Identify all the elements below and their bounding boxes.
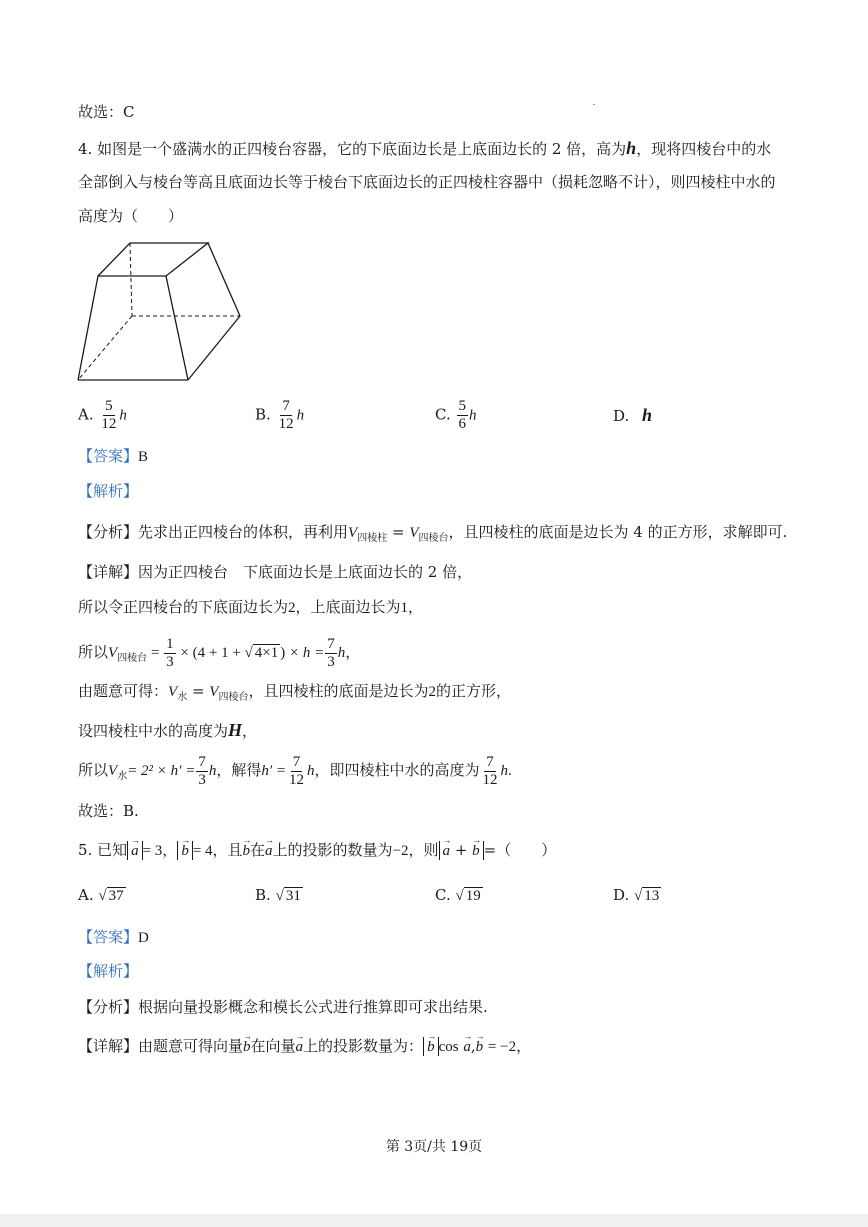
q4-xiangjie-text: 因为正四棱台 下底面边长是上底面边长的 2 倍， [138,563,473,581]
q4-final: 故选：B. [78,802,139,820]
q5-xiangjie-cos: cos [438,1039,459,1055]
q4-so-sub: 水 [117,771,128,782]
q4-option-c-fraction [457,398,469,433]
q4-so-mid: ，解得 [216,761,262,779]
q4-vol-res-den: 3 [327,653,335,670]
q4-let-end: ， [408,598,424,616]
q5-option-d-rad: 13 [644,888,660,904]
q4-option-a-var: h [119,407,127,424]
q4-xiangjie-tag: 【详解】 [78,563,139,581]
q5-option-b: B. √ 31 [255,886,301,904]
q4-option-b-letter: B. [255,405,271,424]
q4-option-c-den: 6 [458,416,466,432]
q4-stem-line2: 全部倒入与棱台等高且底面边长等于棱台下底面边长的正四棱柱容器中（损耗忽略不计），则四棱柱中水的 [78,173,776,191]
q4-so-expr: = 2² × h′ = [127,763,196,779]
q5-analysis-tag [78,961,138,981]
q3-answer-line: 故选：C [78,103,135,121]
q5-fenxi [78,997,488,1017]
q4-stem-line1 [78,138,771,159]
q5-stem-mid2: 上的投影的数量为 [272,841,393,859]
q4-option-a-den: 12 [101,416,117,432]
q5-proj-val: −2 [392,843,409,859]
q4-option-a [78,398,127,433]
q4-stem-text1-tail: ，现将四棱台中的水 [636,140,772,158]
q4-option-c-var: h [469,407,477,424]
q4-option-b-den: 12 [278,416,294,432]
frustum-hidden-vertical [130,243,132,316]
q4-eq-end: 的正方形， [435,682,511,700]
q5-stem-mid1: 在 [250,841,266,859]
q4-height-var: h [626,138,637,158]
q4-eq-value: 2 [428,684,436,700]
q5-answer [78,927,149,948]
q5-option-b-letter: B. [255,886,271,904]
q5-xiangjie: 【详解】由题意可得向量→ b在向量→ a上的投影数量为：→ b cos → a,→ b = −2， [78,1036,531,1057]
q4-fenxi-tag: 【分析】 [78,523,139,541]
q4-eq-prefix: 由题意可得： [78,682,169,700]
q5-stem-tail: ，则 [408,841,439,859]
q5-option-a-rad: 37 [108,888,124,904]
q4-let-line [78,597,423,618]
q5-fenxi-tag: 【分析】 [78,998,139,1016]
q5-stem-prefix: 5. 已知 [78,841,128,859]
q5-option-c-rad: 19 [465,888,481,904]
q4-vol-prefix: 所以 [78,643,109,661]
frustum-top-face [98,243,208,276]
q5-xiangjie-text2: 在向量 [250,1037,296,1055]
q5-option-d-letter: D. [613,886,630,904]
q4-eq-sub2: 四棱台 [218,692,249,703]
q4-option-c-num: 5 [458,398,466,414]
q4-let-text: 所以令正四棱台的下底面边长为 [78,598,289,616]
q5-a-val: = 3， [142,843,178,859]
q5-xiangjie-end: = −2， [487,1039,532,1055]
q4-option-a-num: 5 [105,398,113,414]
q4-analysis-tag [78,481,138,501]
q4-analysis-tag-text: 【解析】 [78,482,139,500]
q5-option-c-letter: C. [435,886,451,904]
q4-option-b [255,398,304,433]
q4-fenxi-text1: 先求出正四棱台的体积，再利用 [138,523,349,541]
q4-set-text: 设四棱柱中水的高度为 [78,722,229,740]
q4-option-a-letter: A. [78,405,94,424]
q4-stem-line3: 高度为（ ） [78,207,184,225]
q4-stem-text1: 4. 如图是一个盛满水的正四棱台容器，它的下底面边长是上底面边长的 2 倍，高为 [78,140,627,158]
q4-xiangjie [78,562,472,582]
q4-set-var: H [228,720,243,740]
q4-fenxi: 【分析】先求出正四棱台的体积，再利用$V_{四棱柱} = V_{四棱台}$，且四棱柱的底面是边长为 4 的正方形，求解即可. [78,523,788,544]
q4-vol-radicand: 4×1 [254,645,279,661]
q4-option-b-num: 7 [282,398,290,414]
q4-let-v2: 1 [400,600,409,616]
q4-so-tail: ，即四棱柱中水的高度为 [314,761,480,779]
q5-xiangjie-text3: 上的投影数量为： [303,1037,424,1055]
q5-xiangjie-text1: 由题意可得向量 [138,1037,244,1055]
q4-equation-line: 由题意可得：$V_水 = V_{四棱台}$，且四棱柱的底面是边长为2的正方形， [78,682,511,703]
q4-fenxi-sub2: 四棱台 [418,533,449,544]
frustum-front-face [78,276,188,380]
frustum-figure [70,236,250,386]
q5-answer-value: D [138,930,149,946]
q4-fenxi-sub1: 四棱柱 [357,533,388,544]
q4-answer-tag: 【答案】 [78,447,139,465]
frustum-right-edge [208,243,240,316]
q5-answer-tag: 【答案】 [78,928,139,946]
q4-answer-value: B [138,449,149,465]
q4-vol-sub: 四棱台 [117,653,148,664]
q4-let-v1: 2 [288,600,296,616]
q4-option-d-letter: D. [613,407,630,425]
q4-volume-line: 所以$V_{四棱台}$ = $\frac{1}{3}$ × (4 + 1 + √ 4×1 ) × h = $\frac{7}{3}$ h， [78,635,361,670]
q4-set-end: ， [242,722,258,740]
frustum-hidden-diagonal [78,316,132,380]
q5-stem-end: =（ ） [483,841,557,859]
q4-option-a-fraction [99,398,118,433]
q4-so-end: . [508,763,512,779]
q4-option-d [613,405,652,426]
q4-so-prefix: 所以 [78,761,109,779]
q4-vol-res-num: 7 [327,635,335,652]
scan-speck [593,104,595,105]
page-bottom-band [0,1214,868,1227]
q4-eq-sub1: 水 [177,692,188,703]
q4-set-line [78,720,257,741]
q4-fenxi-text2: ，且四棱柱的底面是边长为 4 的正方形，求解即可. [448,523,788,541]
q4-eq-tail: ，且四棱柱的底面是边长为 [248,682,429,700]
q4-so-line: 所以$V_水= 2^2 \times h'$ = $\frac{7}{3}$ h，解得h′ = $\frac{7}{12}$ h，即四棱柱中水的高度为 $\frac{7}{12}$ h. [78,753,512,788]
q5-analysis-tag-text: 【解析】 [78,962,139,980]
q5-option-a-letter: A. [78,886,94,904]
q4-vol-expr2: × h = [289,645,325,661]
q5-fenxi-text: 根据向量投影概念和模长公式进行推算即可求出结果. [138,998,488,1016]
q5-option-d: D. √ 13 [613,886,660,904]
q5-option-b-rad: 31 [285,888,301,904]
q4-option-b-fraction [277,398,296,433]
page-footer: 第 3页/共 19页 [385,1139,483,1155]
q4-answer [78,446,148,467]
q5-option-c: C. √ 19 [435,886,481,904]
q4-option-b-var: h [296,407,305,424]
q4-option-d-var: h [642,405,653,425]
q5-option-a: A. √ 37 [78,886,124,904]
q4-option-c-letter: C. [435,405,451,424]
q4-so-h: h′ = [261,763,287,779]
q4-vol-expr1: 4 + 1 + [197,645,245,661]
frustum-bottom-right-edge [188,316,240,380]
q5-xiangjie-tag: 【详解】 [78,1037,139,1055]
q5-stem: 5. 已知→ a = 3，→ b = 4，且→ b在→ a上的投影的数量为−2，则→ a + → b =（ ） [78,840,556,861]
q4-option-c [435,398,477,433]
q5-b-val: = 4，且 [192,843,243,859]
q4-let-mid: ，上底面边长为 [295,598,401,616]
